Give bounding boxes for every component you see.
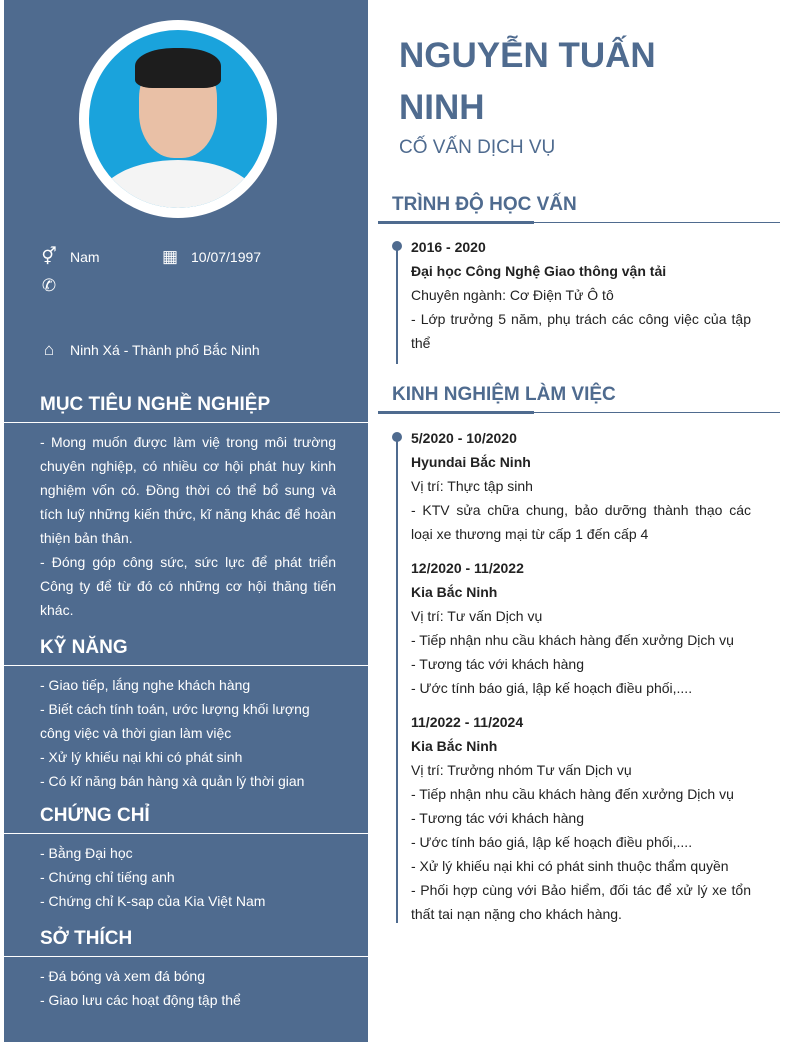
detail-line: - Tiếp nhận nhu cầu khách hàng đến xưởng Dịch vụ [411, 786, 734, 802]
detail-line: - Phối hợp cùng với Bảo hiểm, đối tác để xử lý xe tổn thất tai nạn nặng cho khách hàng. [411, 882, 751, 922]
objective-heading: MỤC TIÊU NGHỀ NGHIỆP [4, 394, 368, 423]
objective-item: - Mong muốn được làm việ trong môi trường chuyên nghiệp, có nhiều cơ hội phát huy kinh nghiệm vốn có. Đồng thời có thể bổ sung và tích luỹ những kiến thức, kĩ năng khác để hoàn thiện bản thân. [40, 434, 336, 546]
skill-item: - Có kĩ năng bán hàng xà quản lý thời gian [40, 773, 305, 789]
certs-heading: CHỨNG CHỈ [4, 805, 368, 834]
cert-item: - Chứng chỉ tiếng anh [40, 869, 175, 885]
calendar-icon: ▦ [161, 247, 179, 266]
skill-item: - Giao tiếp, lắng nghe khách hàng [40, 677, 251, 693]
detail-line: Chuyên ngành: Cơ Điện Tử Ô tô [411, 287, 614, 303]
detail-line: - Tương tác với khách hàng [411, 810, 585, 826]
detail-line: - Ước tính báo giá, lập kế hoạch điều phối,.... [411, 834, 693, 850]
detail-line: Vị trí: Tư vấn Dịch vụ [411, 608, 543, 624]
home-icon: ⌂ [43, 340, 55, 359]
dob: 10/07/1997 [191, 249, 262, 265]
skills-heading: KỸ NĂNG [4, 637, 368, 666]
phone-icon: ✆ [41, 276, 57, 295]
gender: Nam [70, 249, 100, 265]
organization: Kia Bắc Ninh [411, 738, 498, 754]
experience-item [411, 426, 751, 546]
experience-item [411, 710, 751, 926]
detail-line: - Ước tính báo giá, lập kế hoạch điều phối,.... [411, 680, 693, 696]
skill-item: - Xử lý khiếu nại khi có phát sinh [40, 749, 243, 765]
detail-line: Vị trí: Trưởng nhóm Tư vấn Dịch vụ [411, 762, 632, 778]
organization: Hyundai Bắc Ninh [411, 454, 531, 470]
candidate-name: NGUYỄN TUẤN NINH [399, 36, 656, 127]
period: 12/2020 - 11/2022 [411, 560, 524, 576]
detail-line: Vị trí: Thực tập sinh [411, 478, 533, 494]
cert-item: - Bằng Đại học [40, 845, 133, 861]
detail-line: - Tiếp nhận nhu cầu khách hàng đến xưởng Dịch vụ [411, 632, 734, 648]
timeline-dot [392, 432, 402, 442]
organization: Đại học Công Nghệ Giao thông vận tải [411, 263, 667, 279]
objective-item: - Đóng góp công sức, sức lực để phát triển Công ty để từ đó có những cơ hội thăng tiến khác. [40, 554, 336, 618]
hobbies-heading: SỞ THÍCH [4, 928, 368, 957]
period: 5/2020 - 10/2020 [411, 430, 517, 446]
phone-info [38, 276, 60, 296]
gender-icon: ⚥ [41, 247, 57, 266]
skill-item: - Biết cách tính toán, ước lượng khối lượng công việc và thời gian làm việc [40, 701, 310, 741]
timeline-dot [392, 241, 402, 251]
skills-list [40, 673, 336, 793]
sidebar [4, 0, 368, 1042]
gender-info [38, 247, 100, 267]
timeline-line [396, 437, 398, 923]
timeline-line [396, 246, 398, 364]
hobby-item: - Đá bóng và xem đá bóng [40, 968, 205, 984]
address: Ninh Xá - Thành phố Bắc Ninh [70, 342, 260, 358]
detail-line: - KTV sửa chữa chung, bảo dưỡng thành thạo các loại xe thương mại từ cấp 1 đến cấp 4 [411, 502, 751, 542]
hobby-item: - Giao lưu các hoạt động tập thể [40, 992, 241, 1008]
period: 11/2022 - 11/2024 [411, 714, 524, 730]
detail-line: - Lớp trưởng 5 năm, phụ trách các công việc của tập thể [411, 311, 751, 351]
objective-list [40, 430, 336, 622]
education-heading: TRÌNH ĐỘ HỌC VẤN [392, 194, 780, 223]
dob-info [159, 247, 261, 267]
organization: Kia Bắc Ninh [411, 584, 498, 600]
period: 2016 - 2020 [411, 239, 486, 255]
detail-line: - Xử lý khiếu nại khi có phát sinh thuộc thẩm quyền [411, 858, 729, 874]
job-title: CỐ VẤN DỊCH VỤ [399, 137, 556, 158]
cert-item: - Chứng chỉ K-sap của Kia Việt Nam [40, 893, 266, 909]
experience-heading: KINH NGHIỆM LÀM VIỆC [392, 384, 780, 413]
certs-list [40, 841, 336, 913]
hobbies-list [40, 964, 336, 1012]
experience-item [411, 556, 751, 700]
address-info [38, 340, 260, 360]
detail-line: - Tương tác với khách hàng [411, 656, 585, 672]
profile-photo [79, 20, 277, 218]
education-item [411, 235, 751, 355]
